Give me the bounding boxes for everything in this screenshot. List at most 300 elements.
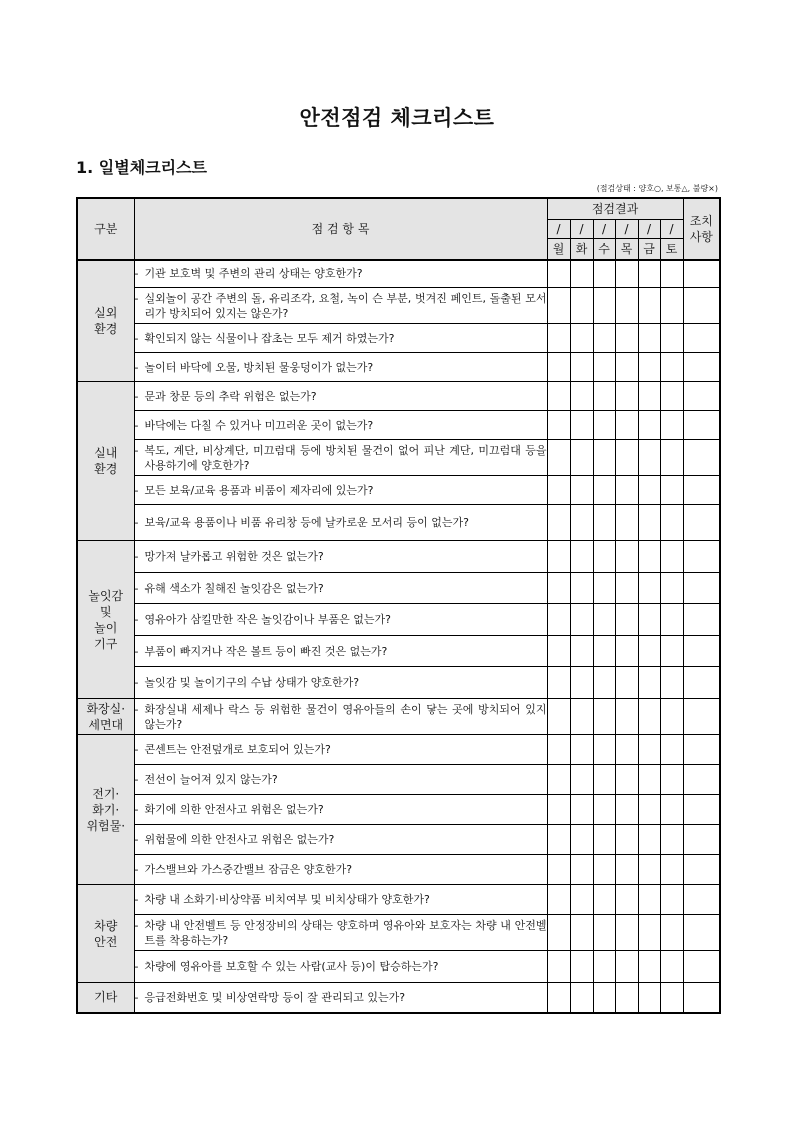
table-row [77,951,720,983]
action-cell[interactable] [683,505,720,541]
checklist-item [134,505,547,541]
result-cell-wed[interactable] [593,765,615,795]
result-cell-wed[interactable] [593,505,615,541]
checklist-item [134,885,547,915]
result-cell-sat[interactable] [660,505,683,541]
checklist-item-text: 차량 내 안전벨트 등 안정장비의 상태는 양호하며 영유아와 보호자는 차량 내 안전벨트를 착용하는가? [144,918,547,947]
result-cell-thu[interactable] [615,765,638,795]
bullet-dash: - [134,291,139,305]
result-cell-sat[interactable] [660,476,683,505]
result-cell-wed[interactable] [593,636,615,667]
checklist-item [134,324,547,353]
result-cell-tue[interactable] [570,353,593,382]
result-cell-mon[interactable] [547,983,570,1013]
result-cell-thu[interactable] [615,440,638,476]
result-cell-mon[interactable] [547,699,570,735]
category-label-lines: 화장실· 세면대 [86,701,126,732]
result-cell-thu[interactable] [615,324,638,353]
result-cell-sat[interactable] [660,260,683,288]
result-cell-tue[interactable] [570,324,593,353]
result-cell-tue[interactable] [570,795,593,825]
result-cell-fri[interactable] [638,541,660,573]
action-cell[interactable] [683,440,720,476]
category-label-lines: 실내 환경 [94,446,118,476]
result-cell-mon[interactable] [547,260,570,288]
checklist-item [134,541,547,573]
header-action-text: 조치사항 [689,213,713,244]
table-row [77,324,720,353]
checklist-table [76,197,721,1014]
result-cell-mon[interactable] [547,855,570,885]
result-cell-thu[interactable] [615,505,638,541]
result-cell-tue[interactable] [570,604,593,636]
checklist-item-text: 차량에 영유아를 보호할 수 있는 사람(교사 등)이 탑승하는가? [144,960,439,973]
result-cell-thu[interactable] [615,604,638,636]
table-row [77,983,720,1013]
checklist-item-text: 보육/교육 용품이나 비품 유리창 등에 날카로운 모서리 등이 없는가? [144,516,469,529]
result-cell-tue[interactable] [570,667,593,699]
result-cell-thu[interactable] [615,260,638,288]
action-cell[interactable] [683,825,720,855]
result-cell-sat[interactable] [660,983,683,1013]
bullet-dash: - [134,676,139,689]
table-row [77,382,720,411]
result-cell-thu[interactable] [615,855,638,885]
table-row [77,411,720,440]
checklist-item-text: 영유아가 삼킬만한 작은 놀잇감이나 부품은 없는가? [144,613,391,626]
checklist-item-text: 실외놀이 공간 주변의 돌, 유리조각, 요철, 녹이 슨 부분, 벗겨진 페인트, 돌출된 모서리가 방치되어 있지는 않은가? [144,291,547,320]
checklist-item-text: 놀이터 바닥에 오물, 방치된 물웅덩이가 없는가? [144,360,374,374]
result-cell-fri[interactable] [638,855,660,885]
result-cell-thu[interactable] [615,951,638,983]
result-cell-thu[interactable] [615,636,638,667]
date-slash-tue: / [570,219,593,238]
day-wed: 수 [593,238,615,260]
result-cell-tue[interactable] [570,951,593,983]
checklist-item-text: 응급전화번호 및 비상연락망 등이 잘 관리되고 있는가? [144,990,406,1004]
result-cell-fri[interactable] [638,324,660,353]
checklist-item [134,288,547,324]
action-cell[interactable] [683,382,720,411]
result-cell-thu[interactable] [615,735,638,765]
action-cell[interactable] [683,411,720,440]
checklist-item [134,476,547,505]
result-cell-fri[interactable] [638,476,660,505]
result-cell-wed[interactable] [593,411,615,440]
result-cell-sat[interactable] [660,541,683,573]
action-cell[interactable] [683,353,720,382]
checklist-item [134,951,547,983]
checklist-item-text: 위험물에 의한 안전사고 위험은 없는가? [144,833,335,846]
result-cell-sat[interactable] [660,825,683,855]
result-cell-tue[interactable] [570,440,593,476]
checklist-item [134,825,547,855]
category-cell [77,699,134,735]
result-cell-wed[interactable] [593,825,615,855]
result-cell-wed[interactable] [593,983,615,1013]
checklist-item [134,735,547,765]
checklist-item [134,382,547,411]
result-cell-tue[interactable] [570,699,593,735]
result-cell-fri[interactable] [638,765,660,795]
result-cell-sat[interactable] [660,735,683,765]
result-cell-fri[interactable] [638,735,660,765]
result-cell-wed[interactable] [593,353,615,382]
table-row [77,825,720,855]
bullet-dash: - [134,267,139,281]
result-cell-thu[interactable] [615,699,638,735]
table-row [77,667,720,699]
action-cell[interactable] [683,855,720,885]
result-cell-wed[interactable] [593,440,615,476]
result-cell-wed[interactable] [593,573,615,604]
bullet-dash: - [134,389,139,403]
result-cell-fri[interactable] [638,573,660,604]
checklist-item [134,983,547,1013]
table-row [77,885,720,915]
result-cell-thu[interactable] [615,288,638,324]
checklist-item-text: 차량 내 소화기·비상약품 비치여부 및 비치상태가 양호한가? [144,893,430,906]
result-cell-fri[interactable] [638,795,660,825]
result-cell-thu[interactable] [615,411,638,440]
result-cell-sat[interactable] [660,795,683,825]
checklist-item [134,667,547,699]
bullet-dash: - [134,863,139,876]
header-items: 점 검 항 목 [134,198,547,260]
result-cell-wed[interactable] [593,382,615,411]
checklist-item-text: 화장실내 세제나 락스 등 위험한 물건이 영유아들의 손이 닿는 곳에 방치되어 있지 않는가? [144,702,547,731]
day-fri: 금 [638,238,660,260]
table-row [77,476,720,505]
result-cell-mon[interactable] [547,288,570,324]
checklist-item-text: 문과 창문 등의 추락 위험은 없는가? [144,389,317,403]
table-row [77,855,720,885]
result-cell-tue[interactable] [570,855,593,885]
result-cell-fri[interactable] [638,667,660,699]
section-title: 1. 일별체크리스트 [76,158,207,177]
bullet-dash: - [134,644,139,658]
bullet-dash: - [134,893,139,906]
result-cell-wed[interactable] [593,604,615,636]
result-cell-sat[interactable] [660,324,683,353]
checklist-item-text: 바닥에는 다칠 수 있거나 미끄러운 곳이 없는가? [144,418,374,432]
result-cell-sat[interactable] [660,604,683,636]
result-cell-mon[interactable] [547,951,570,983]
checklist-item [134,260,547,288]
result-cell-tue[interactable] [570,288,593,324]
result-cell-thu[interactable] [615,573,638,604]
checklist-item [134,353,547,382]
result-cell-mon[interactable] [547,636,570,667]
action-cell[interactable] [683,260,720,288]
result-cell-tue[interactable] [570,541,593,573]
checklist-item-text: 화기에 의한 안전사고 위험은 없는가? [144,803,324,816]
result-cell-fri[interactable] [638,505,660,541]
bullet-dash: - [134,960,139,973]
result-cell-mon[interactable] [547,573,570,604]
result-cell-mon[interactable] [547,440,570,476]
table-row [77,604,720,636]
bullet-dash: - [134,483,139,497]
date-slash-sat: / [660,219,683,238]
result-cell-sat[interactable] [660,855,683,885]
result-cell-fri[interactable] [638,260,660,288]
result-cell-tue[interactable] [570,636,593,667]
result-cell-mon[interactable] [547,915,570,951]
action-cell[interactable] [683,288,720,324]
category-cell [77,541,134,699]
date-slash-thu: / [615,219,638,238]
result-cell-sat[interactable] [660,573,683,604]
checklist-item-text: 콘센트는 안전덮개로 보호되어 있는가? [144,743,331,756]
table-row [77,636,720,667]
result-cell-mon[interactable] [547,411,570,440]
result-cell-fri[interactable] [638,604,660,636]
table-row [77,765,720,795]
bullet-dash: - [134,550,139,563]
bullet-dash: - [134,516,139,529]
result-cell-tue[interactable] [570,260,593,288]
bullet-dash: - [134,418,139,432]
table-row [77,541,720,573]
bullet-dash: - [134,702,139,716]
result-cell-thu[interactable] [615,382,638,411]
result-cell-mon[interactable] [547,353,570,382]
result-cell-tue[interactable] [570,765,593,795]
action-cell[interactable] [683,795,720,825]
result-cell-fri[interactable] [638,353,660,382]
result-cell-thu[interactable] [615,476,638,505]
result-cell-fri[interactable] [638,983,660,1013]
result-cell-tue[interactable] [570,573,593,604]
action-cell[interactable] [683,324,720,353]
checklist-item [134,915,547,951]
category-cell [77,735,134,885]
result-cell-tue[interactable] [570,983,593,1013]
table-row [77,915,720,951]
result-cell-mon[interactable] [547,825,570,855]
result-cell-thu[interactable] [615,667,638,699]
action-cell[interactable] [683,573,720,604]
result-cell-tue[interactable] [570,885,593,915]
result-cell-sat[interactable] [660,765,683,795]
bullet-dash: - [134,803,139,816]
category-label-lines: 놀잇감 및 놀이 기구 [88,588,124,651]
result-cell-mon[interactable] [547,505,570,541]
action-cell[interactable] [683,951,720,983]
result-cell-wed[interactable] [593,885,615,915]
category-cell [77,260,134,382]
bullet-dash: - [134,613,139,626]
date-slash-mon: / [547,219,570,238]
result-cell-sat[interactable] [660,667,683,699]
checklist-item [134,440,547,476]
result-cell-mon[interactable] [547,604,570,636]
table-row [77,288,720,324]
checklist-item-text: 전선이 늘어져 있지 않는가? [144,773,278,786]
table-row [77,353,720,382]
checklist-item [134,795,547,825]
action-cell[interactable] [683,667,720,699]
result-cell-mon[interactable] [547,765,570,795]
bullet-dash: - [134,773,139,786]
result-cell-sat[interactable] [660,382,683,411]
header-action [683,198,720,260]
action-cell[interactable] [683,541,720,573]
action-cell[interactable] [683,476,720,505]
category-label-lines: 차량 안전 [94,918,118,949]
bullet-dash: - [134,443,139,457]
action-cell[interactable] [683,636,720,667]
result-cell-fri[interactable] [638,440,660,476]
result-cell-wed[interactable] [593,855,615,885]
date-slash-wed: / [593,219,615,238]
checklist-item [134,604,547,636]
table-row [77,440,720,476]
result-cell-wed[interactable] [593,288,615,324]
result-cell-wed[interactable] [593,699,615,735]
table-row [77,795,720,825]
bullet-dash: - [134,990,139,1004]
bullet-dash: - [134,833,139,846]
day-mon: 월 [547,238,570,260]
result-cell-tue[interactable] [570,411,593,440]
result-cell-mon[interactable] [547,324,570,353]
result-cell-sat[interactable] [660,885,683,915]
table-row [77,505,720,541]
checklist-item-text: 망가져 날카롭고 위험한 것은 없는가? [144,550,324,563]
action-cell[interactable] [683,915,720,951]
result-cell-tue[interactable] [570,476,593,505]
result-cell-tue[interactable] [570,735,593,765]
day-thu: 목 [615,238,638,260]
action-cell[interactable] [683,885,720,915]
category-label-lines: 실외 환경 [94,305,118,336]
result-cell-wed[interactable] [593,667,615,699]
result-cell-sat[interactable] [660,951,683,983]
result-cell-mon[interactable] [547,735,570,765]
checklist-item [134,855,547,885]
result-cell-thu[interactable] [615,915,638,951]
category-label-lines: 기타 [94,990,118,1005]
checklist-item-text: 확인되지 않는 식물이나 잡초는 모두 제거 하였는가? [144,331,395,345]
result-cell-fri[interactable] [638,382,660,411]
result-cell-sat[interactable] [660,411,683,440]
result-cell-mon[interactable] [547,667,570,699]
bullet-dash: - [134,918,139,932]
date-slash-fri: / [638,219,660,238]
category-cell [77,983,134,1013]
result-cell-tue[interactable] [570,915,593,951]
checklist-item [134,573,547,604]
result-cell-mon[interactable] [547,795,570,825]
bullet-dash: - [134,743,139,756]
result-cell-wed[interactable] [593,324,615,353]
result-cell-fri[interactable] [638,699,660,735]
result-cell-thu[interactable] [615,885,638,915]
result-cell-fri[interactable] [638,288,660,324]
result-cell-thu[interactable] [615,353,638,382]
result-cell-wed[interactable] [593,915,615,951]
result-cell-sat[interactable] [660,440,683,476]
checklist-item-text: 기관 보호벽 및 주변의 관리 상태는 양호한가? [144,267,363,281]
checklist-item [134,765,547,795]
result-cell-mon[interactable] [547,885,570,915]
result-cell-wed[interactable] [593,476,615,505]
status-legend: (점검상태 : 양호○, 보통△, 불량×) [596,184,718,193]
category-cell [77,382,134,541]
action-cell[interactable] [683,735,720,765]
result-cell-sat[interactable] [660,288,683,324]
result-cell-sat[interactable] [660,636,683,667]
checklist-item-text: 모든 보육/교육 용품과 비품이 제자리에 있는가? [144,483,374,497]
result-cell-thu[interactable] [615,983,638,1013]
table-row [77,260,720,288]
bullet-dash: - [134,581,139,595]
header-category: 구분 [77,198,134,260]
day-sat: 토 [660,238,683,260]
result-cell-thu[interactable] [615,795,638,825]
bullet-dash: - [134,360,139,374]
result-cell-wed[interactable] [593,795,615,825]
checklist-item-text: 복도, 계단, 비상계단, 미끄럼대 등에 방치된 물건이 없어 피난 계단, 미끄럼대 등을 사용하기에 양호한가? [144,443,547,472]
result-cell-fri[interactable] [638,885,660,915]
result-cell-tue[interactable] [570,382,593,411]
checklist-item-text: 유해 색소가 칠해진 놀잇감은 없는가? [144,581,324,595]
category-label-lines: 전기· 화기· 위험물· [86,786,126,833]
result-cell-thu[interactable] [615,541,638,573]
result-cell-mon[interactable] [547,541,570,573]
checklist-item-text: 부품이 빠지거나 작은 볼트 등이 빠진 것은 없는가? [144,644,388,658]
result-cell-tue[interactable] [570,825,593,855]
checklist-item [134,636,547,667]
result-cell-tue[interactable] [570,505,593,541]
result-cell-sat[interactable] [660,353,683,382]
page-title: 안전점검 체크리스트 [299,106,495,130]
result-cell-wed[interactable] [593,735,615,765]
result-cell-fri[interactable] [638,411,660,440]
action-cell[interactable] [683,604,720,636]
action-cell[interactable] [683,699,720,735]
result-cell-mon[interactable] [547,476,570,505]
result-cell-fri[interactable] [638,825,660,855]
result-cell-thu[interactable] [615,825,638,855]
result-cell-wed[interactable] [593,951,615,983]
checklist-item [134,411,547,440]
checklist-item-text: 놀잇감 및 놀이기구의 수납 상태가 양호한가? [144,676,360,689]
result-cell-mon[interactable] [547,382,570,411]
result-cell-wed[interactable] [593,260,615,288]
checklist-item [134,699,547,735]
result-cell-fri[interactable] [638,951,660,983]
checklist-body [77,260,720,1013]
category-cell [77,885,134,983]
action-cell[interactable] [683,765,720,795]
table-row [77,573,720,604]
action-cell[interactable] [683,983,720,1013]
result-cell-fri[interactable] [638,636,660,667]
table-row [77,699,720,735]
header-result: 점검결과 [547,198,683,219]
bullet-dash: - [134,331,139,345]
table-row [77,735,720,765]
result-cell-sat[interactable] [660,699,683,735]
day-tue: 화 [570,238,593,260]
checklist-item-text: 가스밸브와 가스중간밸브 잠금은 양호한가? [144,863,353,876]
result-cell-wed[interactable] [593,541,615,573]
result-cell-sat[interactable] [660,915,683,951]
result-cell-fri[interactable] [638,915,660,951]
